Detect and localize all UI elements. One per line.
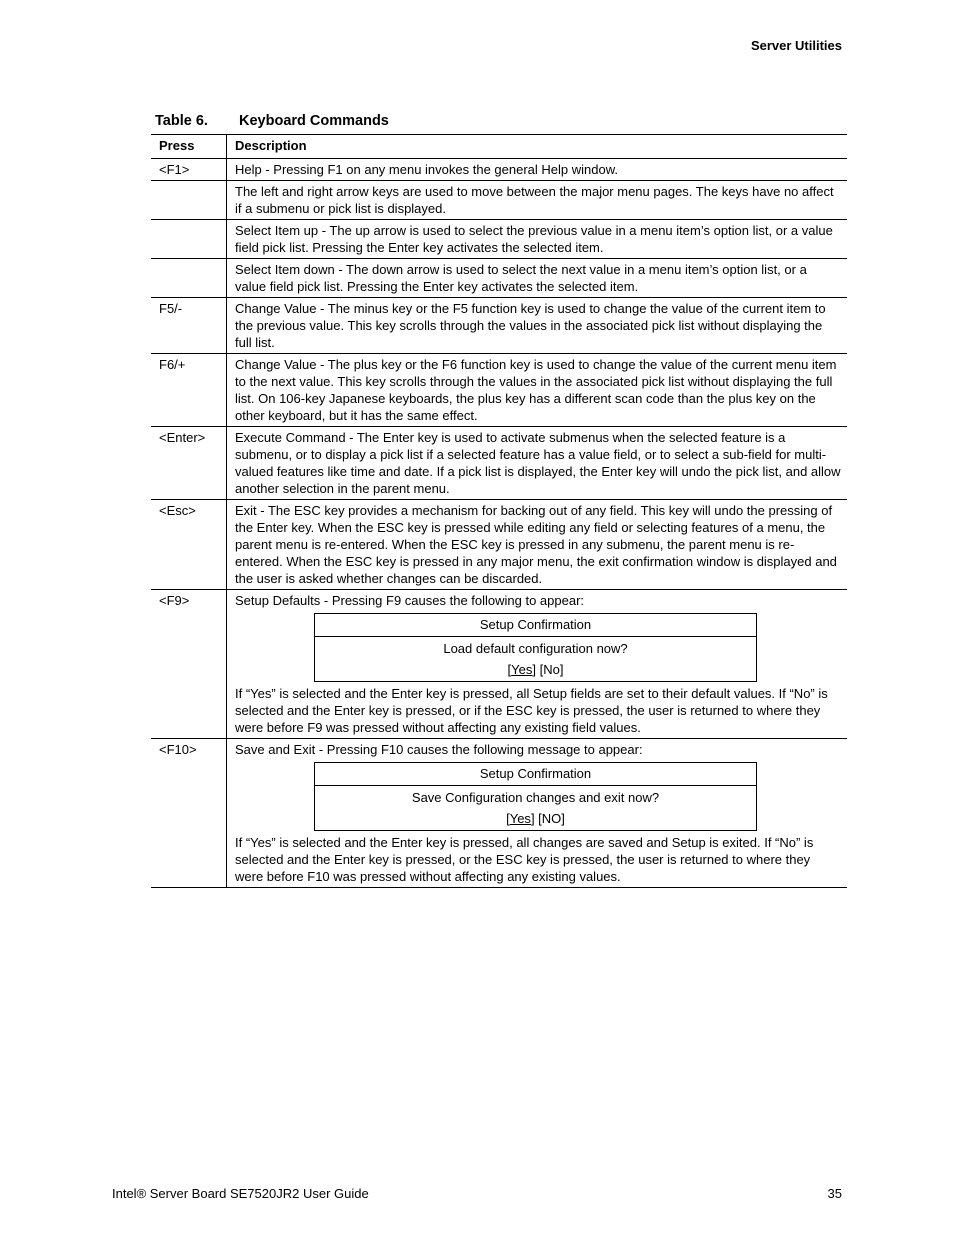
table-caption	[155, 113, 389, 129]
description-cell: Select Item down - The down arrow is used to select the next value in a menu item’s option list, or a value field pick list. Pressing the Enter key activates the selected item.	[227, 259, 848, 298]
table-row	[151, 259, 847, 298]
description-followup: If “Yes” is selected and the Enter key is pressed, all changes are saved and Setup is exited. If “No” is selected and the Enter key is pressed, or the ESC key is pressed, the user is returned to where they were before F10 was pressed without affecting any existing values.	[235, 835, 814, 884]
dialog-option-yes: Yes	[511, 662, 533, 677]
description-cell: Exit - The ESC key provides a mechanism for backing out of any field. This key will undo the pressing of the Enter key. When the ESC key is pressed while editing any field or selecting features of a menu, the parent menu is re-entered. When the ESC key is pressed in any submenu, the parent menu is re-entered. When the ESC key is pressed in any major menu, the exit confirmation window is displayed and the user is asked whether changes can be discarded.	[227, 500, 848, 590]
press-cell	[151, 181, 227, 220]
press-cell: F5/-	[151, 298, 227, 354]
table-row	[151, 298, 847, 354]
description-cell: Help - Pressing F1 on any menu invokes the general Help window.	[227, 159, 848, 181]
press-cell: <F10>	[151, 739, 227, 888]
footer-document-title: Intel® Server Board SE7520JR2 User Guide	[112, 1186, 369, 1201]
dialog-options: [Yes] [No]	[507, 662, 564, 677]
press-cell: <Esc>	[151, 500, 227, 590]
description-followup: If “Yes” is selected and the Enter key is pressed, all Setup fields are set to their default values. If “No” is selected and the Enter key is pressed, or if the ESC key is pressed, the user is returned to where they were before F9 was pressed without affecting any existing field values.	[235, 686, 828, 735]
press-cell	[151, 220, 227, 259]
description-cell: Execute Command - The Enter key is used to activate submenus when the selected feature is a submenu, or to display a pick list if a selected feature has a value field, or to select a sub-field for multi-valued features like time and date. If a pick list is displayed, the Enter key will undo the pick list, and allow another selection in the parent menu.	[227, 427, 848, 500]
press-cell: <F9>	[151, 590, 227, 739]
description-cell: Change Value - The minus key or the F5 function key is used to change the value of the current item to the previous value. This key scrolls through the values in the associated pick list without displaying the full list.	[227, 298, 848, 354]
footer-page-number: 35	[827, 1186, 842, 1201]
table-number: Table 6.	[155, 113, 208, 129]
table-row	[151, 181, 847, 220]
description-cell: Select Item up - The up arrow is used to select the previous value in a menu item’s option list, or a value field pick list. Pressing the Enter key activates the selected item.	[227, 220, 848, 259]
running-header: Server Utilities	[750, 38, 842, 53]
keyboard-commands-table	[151, 134, 847, 888]
description-cell	[227, 739, 848, 888]
table-title: Keyboard Commands	[239, 113, 389, 129]
dialog-message: Load default configuration now?	[443, 641, 628, 656]
press-cell: <Enter>	[151, 427, 227, 500]
column-header-press: Press	[151, 135, 227, 159]
dialog-title: Setup Confirmation	[315, 763, 756, 786]
table-row	[151, 739, 847, 888]
description-cell: Change Value - The plus key or the F6 function key is used to change the value of the current menu item to the next value. This key scrolls through the values in the associated pick list without displaying the full list. On 106-key Japanese keyboards, the plus key has a different scan code than the plus key on the other keyboard, but it has the same effect.	[227, 354, 848, 427]
description-intro: Save and Exit - Pressing F10 causes the following message to appear:	[235, 742, 643, 757]
dialog-title: Setup Confirmation	[315, 614, 756, 637]
table-row	[151, 590, 847, 739]
table-row	[151, 159, 847, 181]
column-header-description: Description	[227, 135, 848, 159]
setup-confirmation-dialog	[314, 613, 757, 682]
press-cell: <F1>	[151, 159, 227, 181]
table-row	[151, 220, 847, 259]
save-exit-confirmation-dialog	[314, 762, 757, 831]
dialog-options: [Yes] [NO]	[506, 811, 565, 826]
dialog-option-no: [NO]	[538, 811, 565, 826]
table-row	[151, 427, 847, 500]
running-footer	[112, 1186, 842, 1201]
dialog-option-yes: Yes	[509, 811, 531, 826]
dialog-option-no: [No]	[539, 662, 564, 677]
press-cell: F6/+	[151, 354, 227, 427]
table-row	[151, 354, 847, 427]
press-cell	[151, 259, 227, 298]
description-intro: Setup Defaults - Pressing F9 causes the following to appear:	[235, 593, 585, 608]
dialog-message: Save Configuration changes and exit now?	[411, 790, 660, 805]
table-header-row	[151, 135, 847, 159]
table-row	[151, 500, 847, 590]
description-cell	[227, 590, 848, 739]
description-cell: The left and right arrow keys are used to move between the major menu pages. The keys have no affect if a submenu or pick list is displayed.	[227, 181, 848, 220]
